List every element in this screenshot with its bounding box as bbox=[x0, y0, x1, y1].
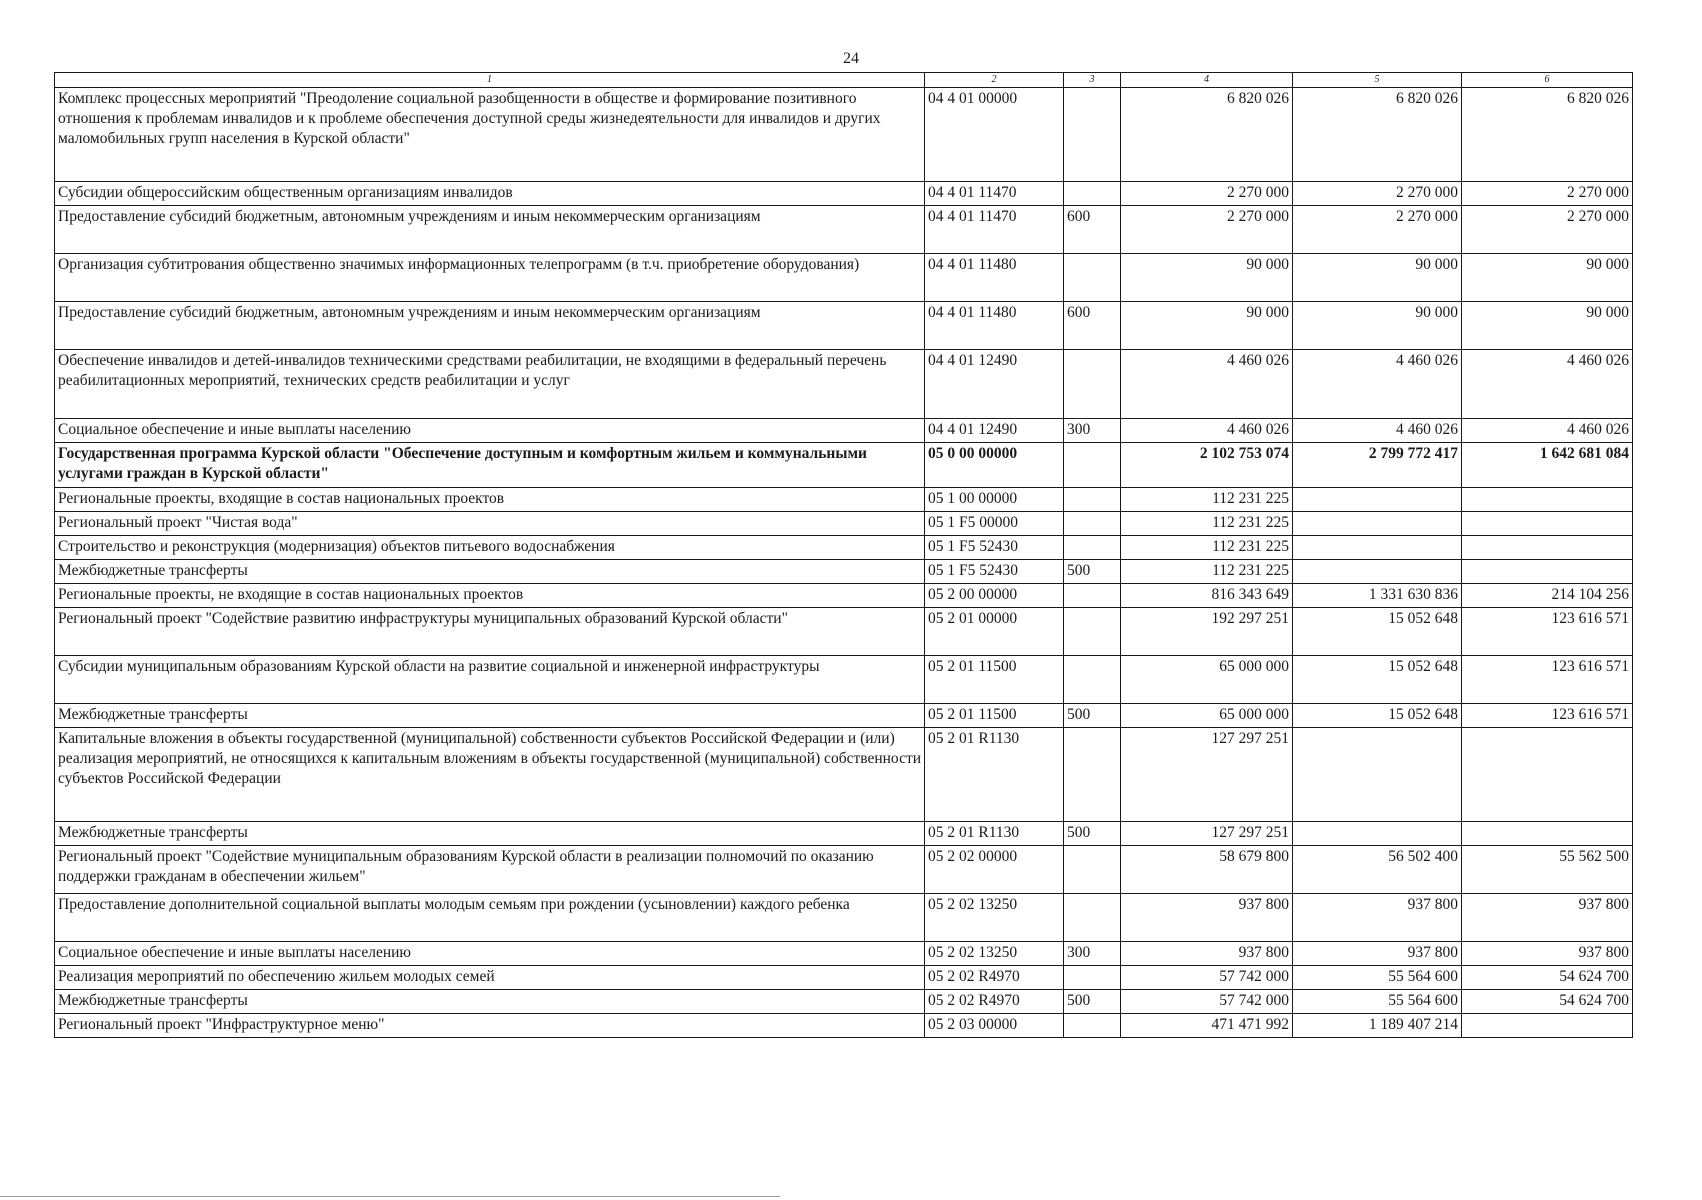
row-value-col4: 127 297 251 bbox=[1121, 822, 1293, 846]
table-row bbox=[55, 728, 1633, 822]
table-row bbox=[55, 560, 1633, 584]
row-kvr-cell bbox=[1064, 608, 1121, 656]
row-code-cell: 05 2 01 11500 bbox=[925, 656, 1064, 704]
row-name-cell: Капитальные вложения в объекты государственной (муниципальной) собственности субъектов Российской Федерации и (или) реализация мероприятий, не относящихся к капитальным вложениям в объекты государственной (муниципальной) собственности субъектов Российской Федерации bbox=[55, 728, 925, 822]
table-row bbox=[55, 1014, 1633, 1038]
row-value-col6: 55 562 500 bbox=[1462, 846, 1633, 894]
row-kvr-cell bbox=[1064, 88, 1121, 182]
table-row bbox=[55, 443, 1633, 488]
row-code-cell: 05 1 F5 00000 bbox=[925, 512, 1064, 536]
row-kvr-cell: 500 bbox=[1064, 990, 1121, 1014]
row-name-cell: Комплекс процессных мероприятий "Преодоление социальной разобщенности в обществе и формирование позитивного отношения к проблемам инвалидов и к проблеме обеспечения доступной среды жизнедеятельности для инвалидов и других маломобильных групп населения в Курской области" bbox=[55, 88, 925, 182]
row-kvr-cell bbox=[1064, 894, 1121, 942]
row-code-cell: 04 4 01 12490 bbox=[925, 419, 1064, 443]
row-value-col6 bbox=[1462, 512, 1633, 536]
row-value-col5 bbox=[1293, 728, 1462, 822]
row-name-cell: Предоставление субсидий бюджетным, автономным учреждениям и иным некоммерческим организациям bbox=[55, 302, 925, 350]
column-header: 1 bbox=[55, 73, 925, 88]
row-code-cell: 05 0 00 00000 bbox=[925, 443, 1064, 488]
table-row bbox=[55, 302, 1633, 350]
row-kvr-cell: 500 bbox=[1064, 822, 1121, 846]
row-kvr-cell bbox=[1064, 443, 1121, 488]
column-header: 4 bbox=[1121, 73, 1293, 88]
row-value-col6: 123 616 571 bbox=[1462, 608, 1633, 656]
row-code-cell: 05 1 F5 52430 bbox=[925, 560, 1064, 584]
row-value-col4: 4 460 026 bbox=[1121, 419, 1293, 443]
table-row bbox=[55, 584, 1633, 608]
table-row bbox=[55, 966, 1633, 990]
row-kvr-cell bbox=[1064, 966, 1121, 990]
row-kvr-cell bbox=[1064, 536, 1121, 560]
row-kvr-cell: 300 bbox=[1064, 942, 1121, 966]
row-code-cell: 05 2 01 00000 bbox=[925, 608, 1064, 656]
row-value-col6: 90 000 bbox=[1462, 302, 1633, 350]
row-kvr-cell bbox=[1064, 512, 1121, 536]
row-value-col6: 937 800 bbox=[1462, 894, 1633, 942]
row-value-col4: 192 297 251 bbox=[1121, 608, 1293, 656]
row-kvr-cell bbox=[1064, 584, 1121, 608]
row-code-cell: 05 2 02 00000 bbox=[925, 846, 1064, 894]
row-value-col4: 57 742 000 bbox=[1121, 990, 1293, 1014]
row-value-col5: 55 564 600 bbox=[1293, 966, 1462, 990]
row-code-cell: 05 2 02 13250 bbox=[925, 942, 1064, 966]
row-value-col6: 123 616 571 bbox=[1462, 704, 1633, 728]
table-row bbox=[55, 608, 1633, 656]
row-value-col4: 58 679 800 bbox=[1121, 846, 1293, 894]
row-value-col6: 4 460 026 bbox=[1462, 350, 1633, 419]
table-row bbox=[55, 488, 1633, 512]
table-row bbox=[55, 822, 1633, 846]
row-value-col4: 2 270 000 bbox=[1121, 182, 1293, 206]
row-value-col4: 112 231 225 bbox=[1121, 488, 1293, 512]
table-row bbox=[55, 536, 1633, 560]
row-value-col6: 214 104 256 bbox=[1462, 584, 1633, 608]
row-code-cell: 05 2 02 R4970 bbox=[925, 990, 1064, 1014]
row-value-col5 bbox=[1293, 560, 1462, 584]
column-header: 5 bbox=[1293, 73, 1462, 88]
row-name-cell: Строительство и реконструкция (модернизация) объектов питьевого водоснабжения bbox=[55, 536, 925, 560]
row-code-cell: 05 1 00 00000 bbox=[925, 488, 1064, 512]
row-name-cell: Региональный проект "Чистая вода" bbox=[55, 512, 925, 536]
row-value-col6: 4 460 026 bbox=[1462, 419, 1633, 443]
table-row bbox=[55, 990, 1633, 1014]
row-value-col6 bbox=[1462, 728, 1633, 822]
row-code-cell: 05 2 02 13250 bbox=[925, 894, 1064, 942]
table-row bbox=[55, 942, 1633, 966]
row-value-col5: 937 800 bbox=[1293, 894, 1462, 942]
column-header: 6 bbox=[1462, 73, 1633, 88]
row-value-col4: 90 000 bbox=[1121, 254, 1293, 302]
row-value-col5: 4 460 026 bbox=[1293, 350, 1462, 419]
row-name-cell: Межбюджетные трансферты bbox=[55, 560, 925, 584]
row-code-cell: 04 4 01 00000 bbox=[925, 88, 1064, 182]
row-value-col6: 123 616 571 bbox=[1462, 656, 1633, 704]
row-kvr-cell bbox=[1064, 728, 1121, 822]
row-name-cell: Субсидии общероссийским общественным организациям инвалидов bbox=[55, 182, 925, 206]
table-row bbox=[55, 182, 1633, 206]
row-code-cell: 05 2 03 00000 bbox=[925, 1014, 1064, 1038]
row-value-col5: 90 000 bbox=[1293, 254, 1462, 302]
row-name-cell: Социальное обеспечение и иные выплаты населению bbox=[55, 942, 925, 966]
column-header: 2 bbox=[925, 73, 1064, 88]
row-value-col4: 112 231 225 bbox=[1121, 536, 1293, 560]
budget-table bbox=[54, 72, 1633, 1038]
row-value-col5 bbox=[1293, 512, 1462, 536]
row-name-cell: Социальное обеспечение и иные выплаты населению bbox=[55, 419, 925, 443]
row-value-col4: 4 460 026 bbox=[1121, 350, 1293, 419]
row-value-col5 bbox=[1293, 488, 1462, 512]
row-value-col5 bbox=[1293, 536, 1462, 560]
page-number: 24 bbox=[843, 50, 859, 67]
row-value-col4: 90 000 bbox=[1121, 302, 1293, 350]
table-row bbox=[55, 88, 1633, 182]
row-kvr-cell bbox=[1064, 350, 1121, 419]
row-code-cell: 04 4 01 11470 bbox=[925, 206, 1064, 254]
row-value-col5: 90 000 bbox=[1293, 302, 1462, 350]
row-value-col6: 54 624 700 bbox=[1462, 966, 1633, 990]
row-value-col4: 937 800 bbox=[1121, 894, 1293, 942]
row-kvr-cell: 500 bbox=[1064, 560, 1121, 584]
row-kvr-cell: 600 bbox=[1064, 206, 1121, 254]
table-row bbox=[55, 894, 1633, 942]
row-kvr-cell: 500 bbox=[1064, 704, 1121, 728]
row-name-cell: Межбюджетные трансферты bbox=[55, 822, 925, 846]
row-value-col6 bbox=[1462, 488, 1633, 512]
table-row bbox=[55, 656, 1633, 704]
scan-mark bbox=[0, 1196, 780, 1197]
row-value-col5: 2 270 000 bbox=[1293, 206, 1462, 254]
row-value-col5: 937 800 bbox=[1293, 942, 1462, 966]
row-value-col4: 65 000 000 bbox=[1121, 656, 1293, 704]
row-name-cell: Региональный проект "Содействие развитию инфраструктуры муниципальных образований Курской области" bbox=[55, 608, 925, 656]
row-kvr-cell bbox=[1064, 1014, 1121, 1038]
row-code-cell: 05 2 02 R4970 bbox=[925, 966, 1064, 990]
row-kvr-cell bbox=[1064, 656, 1121, 704]
row-value-col6 bbox=[1462, 536, 1633, 560]
row-name-cell: Организация субтитрования общественно значимых информационных телепрограмм (в т.ч. приобретение оборудования) bbox=[55, 254, 925, 302]
row-name-cell: Предоставление дополнительной социальной выплаты молодым семьям при рождении (усыновлении) каждого ребенка bbox=[55, 894, 925, 942]
row-name-cell: Субсидии муниципальным образованиям Курской области на развитие социальной и инженерной инфраструктуры bbox=[55, 656, 925, 704]
row-code-cell: 04 4 01 11480 bbox=[925, 302, 1064, 350]
row-value-col5: 1 189 407 214 bbox=[1293, 1014, 1462, 1038]
row-value-col5: 15 052 648 bbox=[1293, 608, 1462, 656]
row-value-col6: 90 000 bbox=[1462, 254, 1633, 302]
row-value-col4: 112 231 225 bbox=[1121, 560, 1293, 584]
table-row bbox=[55, 350, 1633, 419]
table-row bbox=[55, 419, 1633, 443]
row-value-col5: 15 052 648 bbox=[1293, 656, 1462, 704]
row-name-cell: Региональный проект "Содействие муниципальным образованиям Курской области в реализации полномочий по оказанию поддержки гражданам в обеспечении жильем" bbox=[55, 846, 925, 894]
row-kvr-cell bbox=[1064, 254, 1121, 302]
row-name-cell: Региональный проект "Инфраструктурное меню" bbox=[55, 1014, 925, 1038]
row-value-col5: 55 564 600 bbox=[1293, 990, 1462, 1014]
row-value-col4: 127 297 251 bbox=[1121, 728, 1293, 822]
row-value-col6: 2 270 000 bbox=[1462, 206, 1633, 254]
row-value-col4: 65 000 000 bbox=[1121, 704, 1293, 728]
row-value-col4: 937 800 bbox=[1121, 942, 1293, 966]
table-row bbox=[55, 512, 1633, 536]
table-row bbox=[55, 846, 1633, 894]
row-code-cell: 05 2 00 00000 bbox=[925, 584, 1064, 608]
table-header-row bbox=[55, 73, 1633, 88]
row-value-col5: 6 820 026 bbox=[1293, 88, 1462, 182]
row-name-cell: Межбюджетные трансферты bbox=[55, 990, 925, 1014]
row-value-col4: 2 270 000 bbox=[1121, 206, 1293, 254]
row-code-cell: 05 2 01 R1130 bbox=[925, 822, 1064, 846]
table-row bbox=[55, 704, 1633, 728]
row-value-col5: 2 270 000 bbox=[1293, 182, 1462, 206]
row-value-col5: 4 460 026 bbox=[1293, 419, 1462, 443]
row-name-cell: Региональные проекты, входящие в состав национальных проектов bbox=[55, 488, 925, 512]
table-row bbox=[55, 254, 1633, 302]
row-value-col5: 2 799 772 417 bbox=[1293, 443, 1462, 488]
row-kvr-cell: 300 bbox=[1064, 419, 1121, 443]
row-value-col5 bbox=[1293, 822, 1462, 846]
row-code-cell: 05 2 01 11500 bbox=[925, 704, 1064, 728]
row-value-col6 bbox=[1462, 1014, 1633, 1038]
row-value-col5: 1 331 630 836 bbox=[1293, 584, 1462, 608]
row-value-col4: 6 820 026 bbox=[1121, 88, 1293, 182]
table-body bbox=[55, 88, 1633, 1038]
row-value-col6: 937 800 bbox=[1462, 942, 1633, 966]
row-value-col4: 112 231 225 bbox=[1121, 512, 1293, 536]
row-value-col6: 2 270 000 bbox=[1462, 182, 1633, 206]
row-value-col4: 2 102 753 074 bbox=[1121, 443, 1293, 488]
row-name-cell: Реализация мероприятий по обеспечению жильем молодых семей bbox=[55, 966, 925, 990]
row-code-cell: 04 4 01 11480 bbox=[925, 254, 1064, 302]
row-kvr-cell bbox=[1064, 846, 1121, 894]
row-kvr-cell bbox=[1064, 182, 1121, 206]
row-value-col4: 816 343 649 bbox=[1121, 584, 1293, 608]
column-header: 3 bbox=[1064, 73, 1121, 88]
row-name-cell: Государственная программа Курской области "Обеспечение доступным и комфортным жильем и коммунальными услугами граждан в Курской области" bbox=[55, 443, 925, 488]
row-code-cell: 05 1 F5 52430 bbox=[925, 536, 1064, 560]
row-name-cell: Региональные проекты, не входящие в состав национальных проектов bbox=[55, 584, 925, 608]
row-kvr-cell bbox=[1064, 488, 1121, 512]
row-value-col5: 56 502 400 bbox=[1293, 846, 1462, 894]
row-name-cell: Межбюджетные трансферты bbox=[55, 704, 925, 728]
row-value-col6: 1 642 681 084 bbox=[1462, 443, 1633, 488]
row-code-cell: 04 4 01 12490 bbox=[925, 350, 1064, 419]
row-value-col6 bbox=[1462, 822, 1633, 846]
row-value-col6: 54 624 700 bbox=[1462, 990, 1633, 1014]
row-code-cell: 04 4 01 11470 bbox=[925, 182, 1064, 206]
row-code-cell: 05 2 01 R1130 bbox=[925, 728, 1064, 822]
table-row bbox=[55, 206, 1633, 254]
row-value-col6: 6 820 026 bbox=[1462, 88, 1633, 182]
row-value-col4: 471 471 992 bbox=[1121, 1014, 1293, 1038]
row-kvr-cell: 600 bbox=[1064, 302, 1121, 350]
row-value-col4: 57 742 000 bbox=[1121, 966, 1293, 990]
row-value-col5: 15 052 648 bbox=[1293, 704, 1462, 728]
row-name-cell: Обеспечение инвалидов и детей-инвалидов техническими средствами реабилитации, не входящими в федеральный перечень реабилитационных мероприятий, технических средств реабилитации и услуг bbox=[55, 350, 925, 419]
row-value-col6 bbox=[1462, 560, 1633, 584]
row-name-cell: Предоставление субсидий бюджетным, автономным учреждениям и иным некоммерческим организациям bbox=[55, 206, 925, 254]
